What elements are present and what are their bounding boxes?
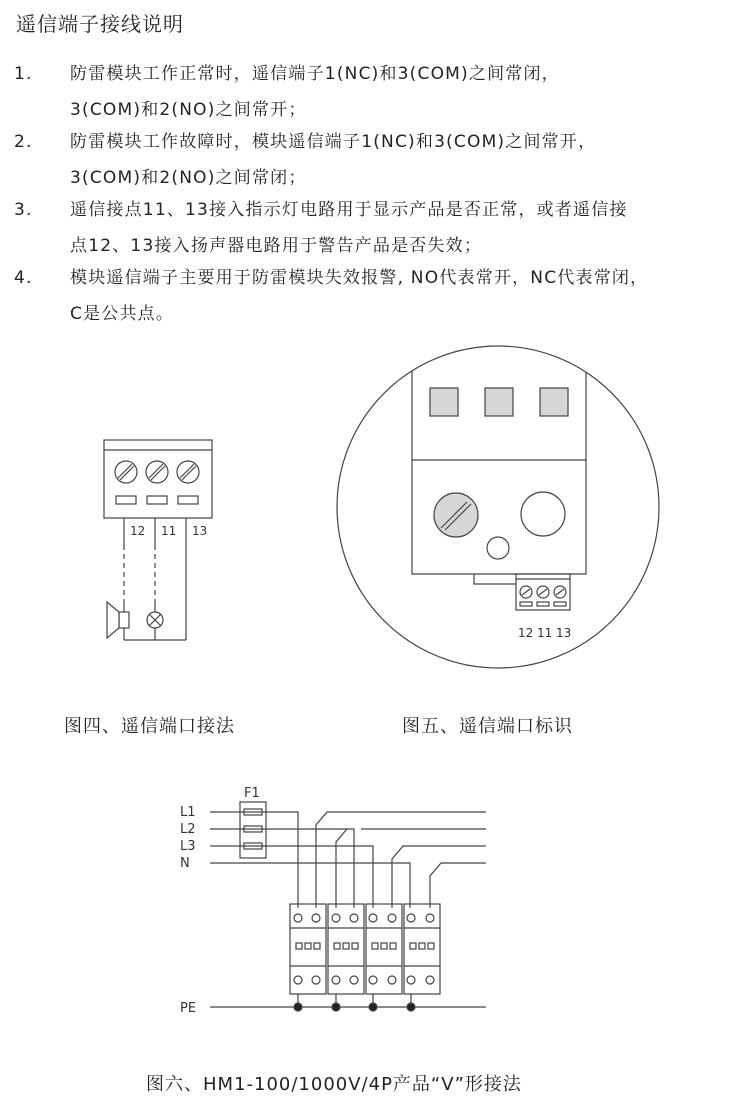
page-title: 遥信端子接线说明 (16, 12, 184, 36)
fig6-diagram (180, 786, 486, 1016)
fig4-slot (147, 496, 167, 504)
pe-label: PE (180, 1001, 197, 1016)
item-line-2: C是公共点。 (70, 304, 175, 324)
spd-module (366, 904, 402, 994)
fig5-indicator-hole (521, 492, 565, 536)
item-number: 1. (14, 64, 33, 84)
item-line-1: 防雷模块工作故障时，模块遥信端子1(NC)和3(COM)之间常开， (70, 132, 597, 152)
item-line-2: 3(COM)和2(NO)之间常开； (70, 100, 307, 120)
fig5-window (485, 388, 513, 416)
item-line-2: 3(COM)和2(NO)之间常闭； (70, 168, 307, 188)
pe-junction (332, 1003, 340, 1011)
line-label: L2 (180, 822, 196, 837)
fig5-window (430, 388, 458, 416)
item-line-1: 模块遥信端子主要用于防雷模块失效报警, NO代表常开，NC代表常闭， (70, 268, 649, 288)
fuse-label: F1 (244, 786, 260, 801)
fig4-terminal-label: 12 (130, 524, 146, 538)
item-line-1: 遥信接点11、13接入指示灯电路用于显示产品是否正常，或者遥信接 (70, 200, 628, 220)
fig6-caption: 图六、HM1-100/1000V/4P产品“V”形接法 (146, 1074, 522, 1095)
fig4-diagram (104, 440, 212, 640)
fig5-caption: 图五、遥信端口标识 (402, 716, 573, 737)
item-number: 2. (14, 132, 33, 152)
fig4-screw-icon (146, 461, 168, 483)
fig5-terminal-label: 13 (556, 626, 572, 640)
line-label: L1 (180, 805, 196, 820)
pe-junction (369, 1003, 377, 1011)
indicator-lamp-icon (147, 612, 163, 628)
item-number: 3. (14, 200, 33, 220)
fig4-caption: 图四、遥信端口接法 (64, 716, 235, 737)
fig4-slot (116, 496, 136, 504)
pe-junction (294, 1003, 302, 1011)
fig5-screw-icon (434, 493, 478, 537)
fig4-slot (178, 496, 198, 504)
spd-module (290, 904, 326, 994)
spd-module (328, 904, 364, 994)
fig5-terminal-label: 12 (518, 626, 534, 640)
fig4-terminal-label: 13 (192, 524, 208, 538)
fig4-screw-icon (115, 461, 137, 483)
spd-module (404, 904, 440, 994)
item-line-1: 防雷模块工作正常时，遥信端子1(NC)和3(COM)之间常闭， (70, 64, 560, 84)
fig5-diagram (337, 330, 659, 668)
fig5-window (540, 388, 568, 416)
fig4-screw-icon (177, 461, 199, 483)
pe-junction (407, 1003, 415, 1011)
line-label: L3 (180, 839, 196, 854)
fig5-small-hole (487, 537, 509, 559)
fig5-terminal-label: 11 (537, 626, 553, 640)
fig4-terminal-label: 11 (161, 524, 177, 538)
item-line-2: 点12、13接入扬声器电路用于警告产品是否失效； (70, 236, 483, 256)
item-number: 4. (14, 268, 33, 288)
line-label: N (180, 856, 190, 871)
speaker-icon (107, 602, 129, 638)
